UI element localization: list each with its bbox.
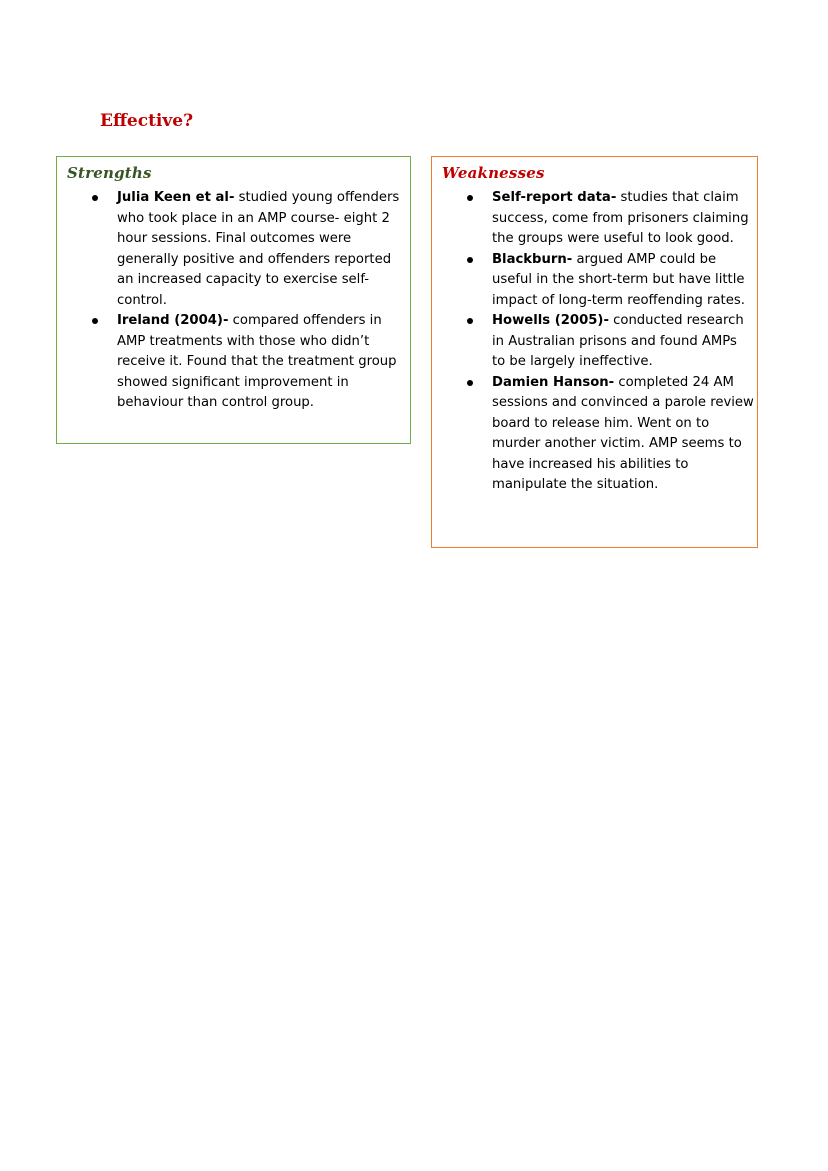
item-lead: Damien Hanson- xyxy=(492,374,615,390)
item-text: studied young offenders who took place in an AMP course- eight 2 hour sessions. Final outcomes were generally positive and offenders reported an increased capacity to exercise self-control. xyxy=(117,190,400,308)
list-item xyxy=(492,250,754,312)
item-lead: Blackburn- xyxy=(492,251,573,267)
item-lead: Ireland (2004)- xyxy=(117,313,229,328)
bullet-icon xyxy=(467,380,473,386)
strengths-title: Strengths xyxy=(67,164,152,182)
item-text: completed 24 AM sessions and convinced a parole review board to release him. Went on to murder another victim. AMP seems to have increased his abilities to manipulate the situation. xyxy=(492,374,754,492)
weaknesses-box xyxy=(431,156,758,548)
bullet-icon xyxy=(467,318,473,324)
list-item xyxy=(117,311,409,414)
bullet-icon xyxy=(467,257,473,263)
list-item xyxy=(492,311,754,373)
list-item xyxy=(492,188,754,250)
item-text: studies that claim success, come from prisoners claiming the groups were useful to look good. xyxy=(492,190,749,246)
bullet-icon xyxy=(92,195,98,201)
item-text: argued AMP could be useful in the short-term but have little impact of long-term reoffending rates. xyxy=(492,251,745,308)
strengths-box xyxy=(56,156,411,444)
bullet-icon xyxy=(92,318,98,324)
strengths-list xyxy=(117,188,409,414)
item-text: compared offenders in AMP treatments with those who didn’t receive it. Found that the treatment group showed significant improvement in behaviour than control group. xyxy=(117,313,397,410)
bullet-icon xyxy=(467,195,473,201)
list-item xyxy=(117,188,409,311)
weaknesses-title: Weaknesses xyxy=(442,164,545,182)
weaknesses-list xyxy=(492,188,754,496)
item-text: conducted research in Australian prisons and found AMPs to be largely ineffective. xyxy=(492,313,744,369)
list-item xyxy=(492,373,754,496)
item-lead: Julia Keen et al- xyxy=(117,190,235,205)
item-lead: Howells (2005)- xyxy=(492,313,609,328)
item-lead: Self-report data- xyxy=(492,190,617,205)
page-heading: Effective? xyxy=(100,111,194,131)
